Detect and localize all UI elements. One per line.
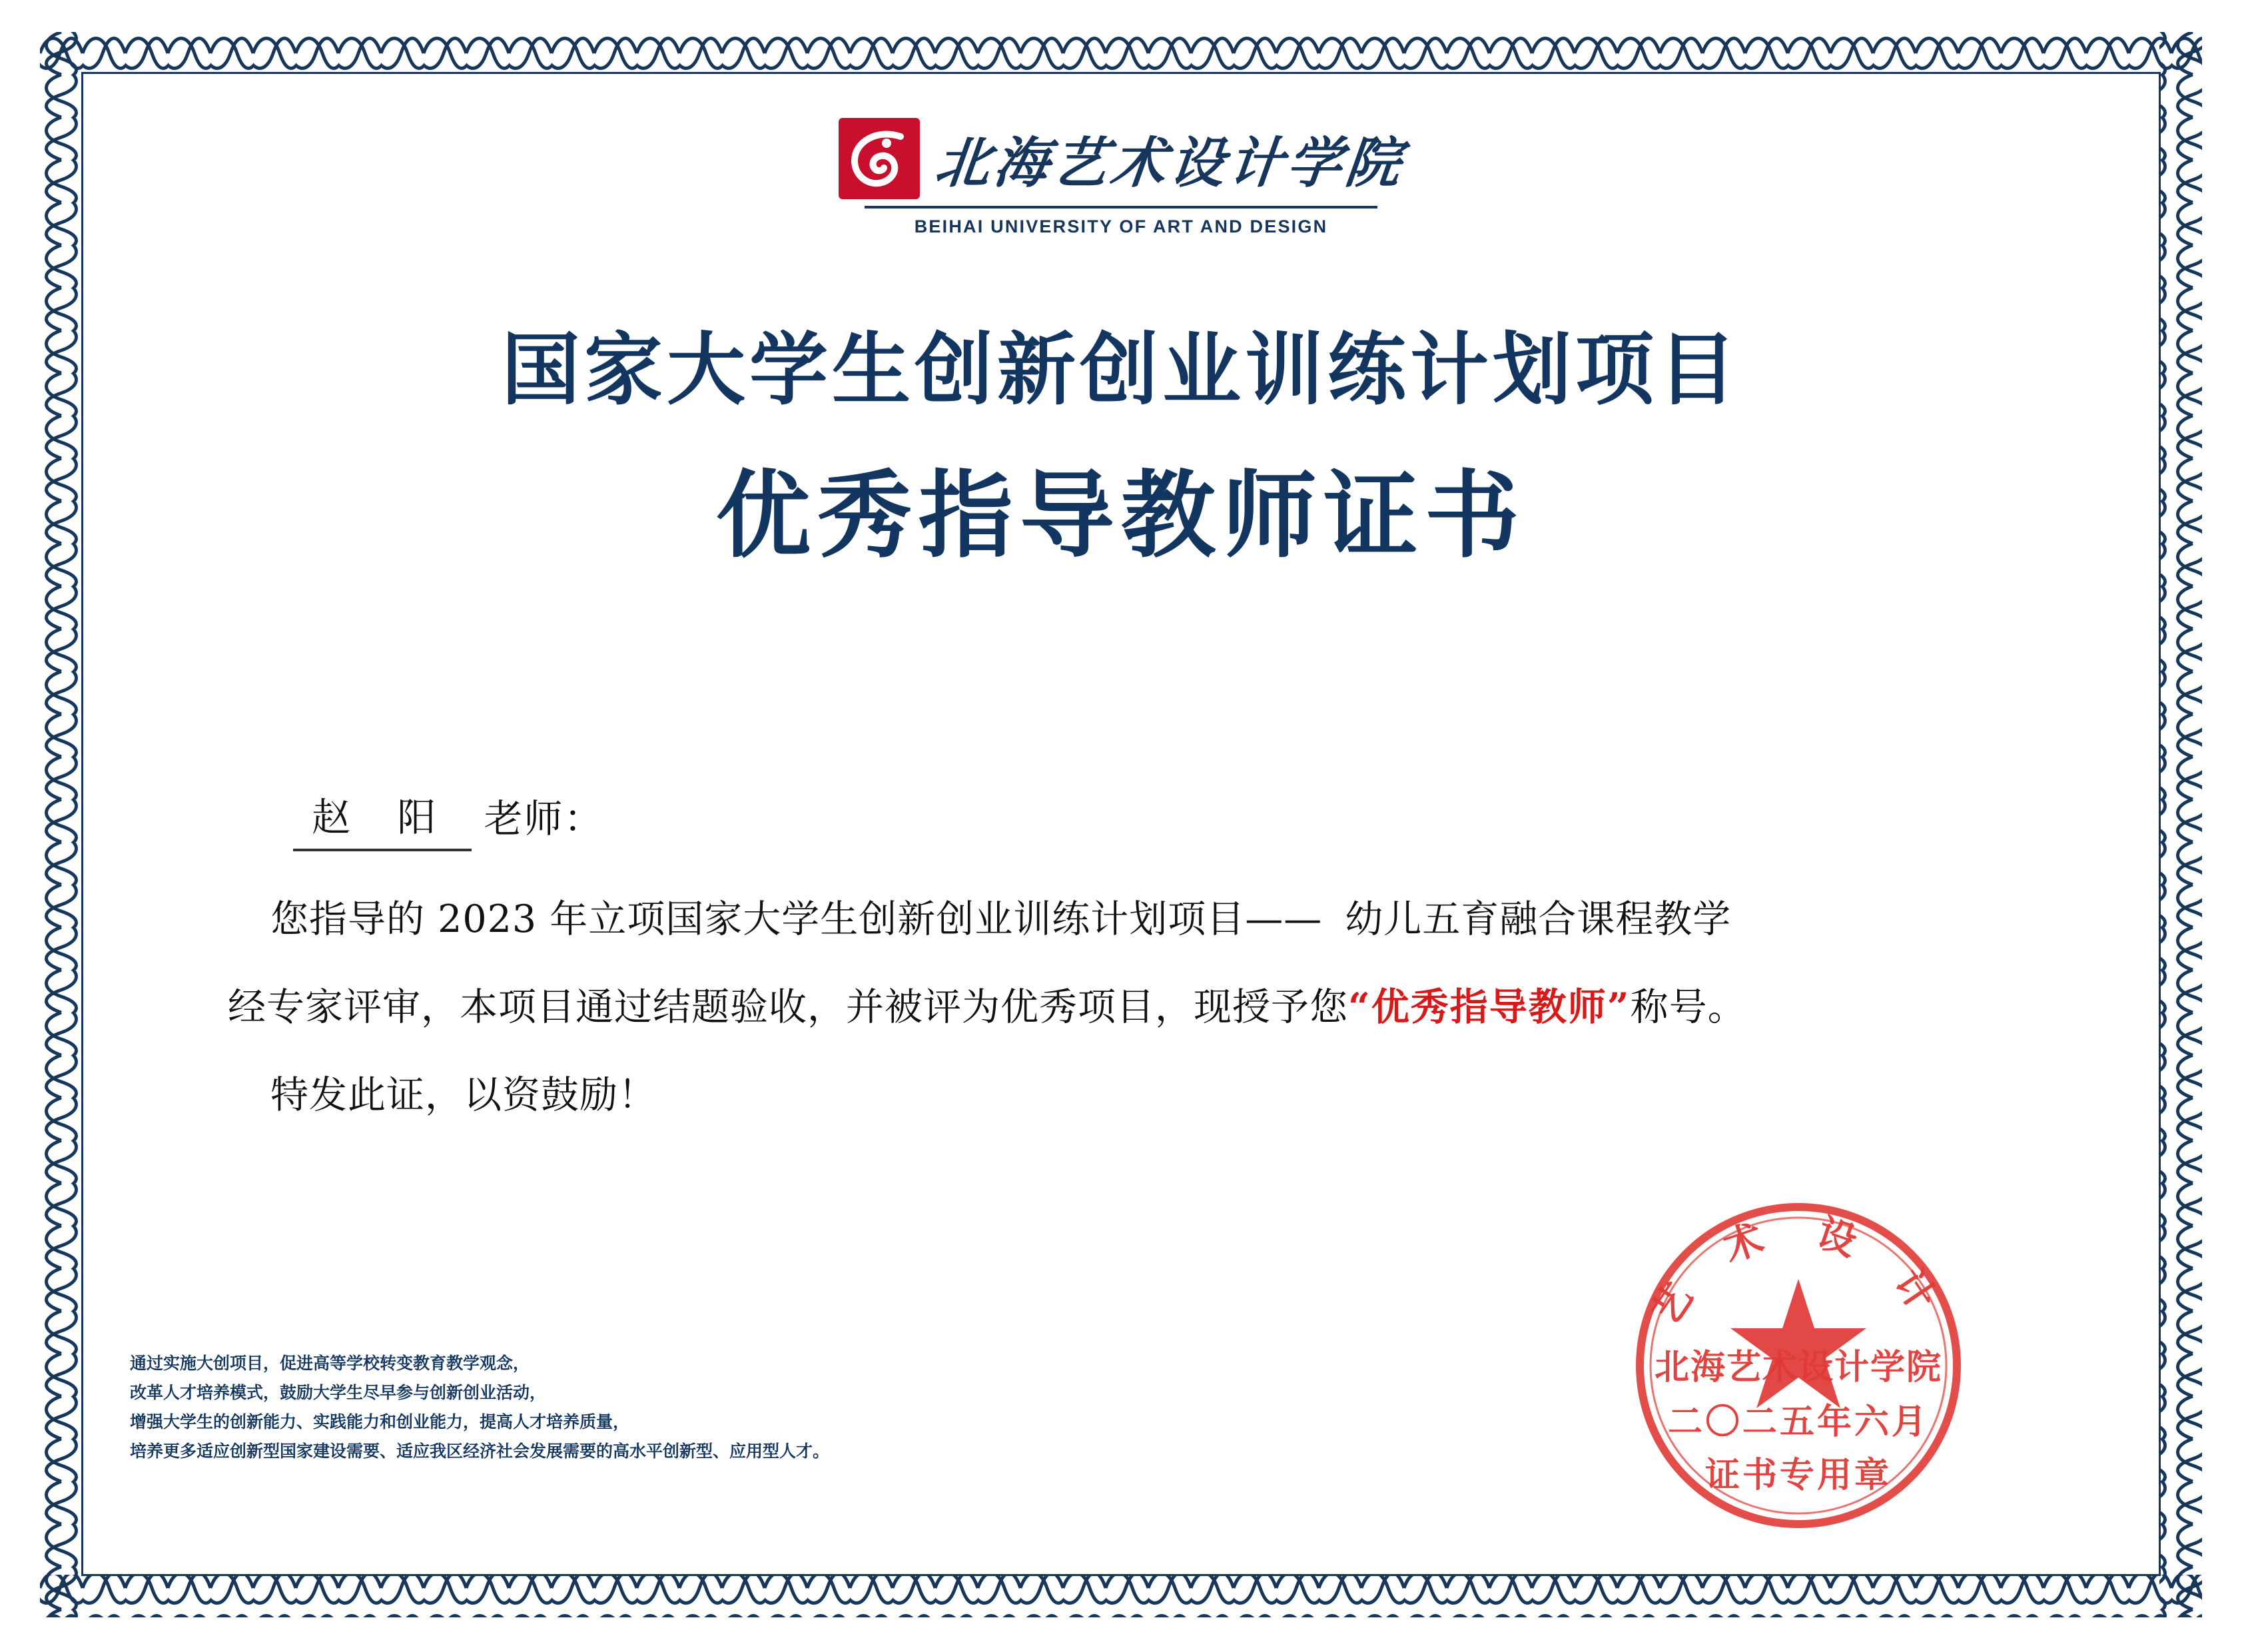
body-line-2	[228, 969, 2085, 1046]
svg-text:二〇二五年六月: 二〇二五年六月	[1667, 1402, 1930, 1442]
recipient-name: 赵 阳	[293, 786, 472, 851]
footnote-line: 改革人才培养模式，鼓励大学生尽早参与创新创业活动，	[130, 1383, 547, 1402]
award-title: “优秀指导教师”	[1348, 985, 1631, 1029]
body-line-1-project: 幼儿五育融合课程教学	[1345, 897, 1732, 941]
footnote-line: 通过实施大创项目，促进高等学校转变教育教学观念，	[130, 1354, 530, 1373]
body-line-1	[270, 881, 2085, 958]
svg-text:证书专用章: 证书专用章	[1704, 1455, 1892, 1495]
institution-logo	[0, 117, 2242, 237]
body-line-1-prefix: 您指导的 2023 年立项国家大学生创新创业训练计划项目——	[270, 897, 1323, 941]
body-line-3: 特发此证，以资鼓励！	[270, 1073, 657, 1117]
footnote-line: 增强大学生的创新能力、实践能力和创业能力，提高人才培养质量，	[130, 1412, 630, 1432]
body-line-2-prefix: 经专家评审，本项目通过结题验收，并被评为优秀项目，现授予您	[228, 985, 1348, 1029]
certificate-title-line1: 国家大学生创新创业训练计划项目	[501, 323, 1740, 416]
body-line-2-suffix: 称号。	[1630, 985, 1746, 1029]
logo-name-cn: 北海艺术设计学院	[932, 131, 1408, 195]
logo-name-en: BEIHAI UNIVERSITY OF ART AND DESIGN	[914, 216, 1328, 236]
logo-divider	[865, 206, 1377, 208]
salutation-row	[293, 786, 2085, 851]
footnote-block	[130, 1349, 1129, 1466]
footnote-line: 培养更多适应创新型国家建设需要、适应我区经济社会发展需要的高水平创新型、应用型人才。	[130, 1442, 830, 1461]
certificate-title-line2: 优秀指导教师证书	[716, 460, 1526, 571]
university-emblem-icon	[837, 117, 921, 201]
official-seal	[1592, 1159, 2005, 1572]
salutation-suffix: 老师：	[484, 796, 604, 841]
svg-text:艺 术 设 计: 艺 术 设 计	[1642, 1209, 1955, 1333]
svg-text:北海艺术设计学院: 北海艺术设计学院	[1654, 1347, 1943, 1388]
certificate-body	[228, 786, 2085, 1134]
